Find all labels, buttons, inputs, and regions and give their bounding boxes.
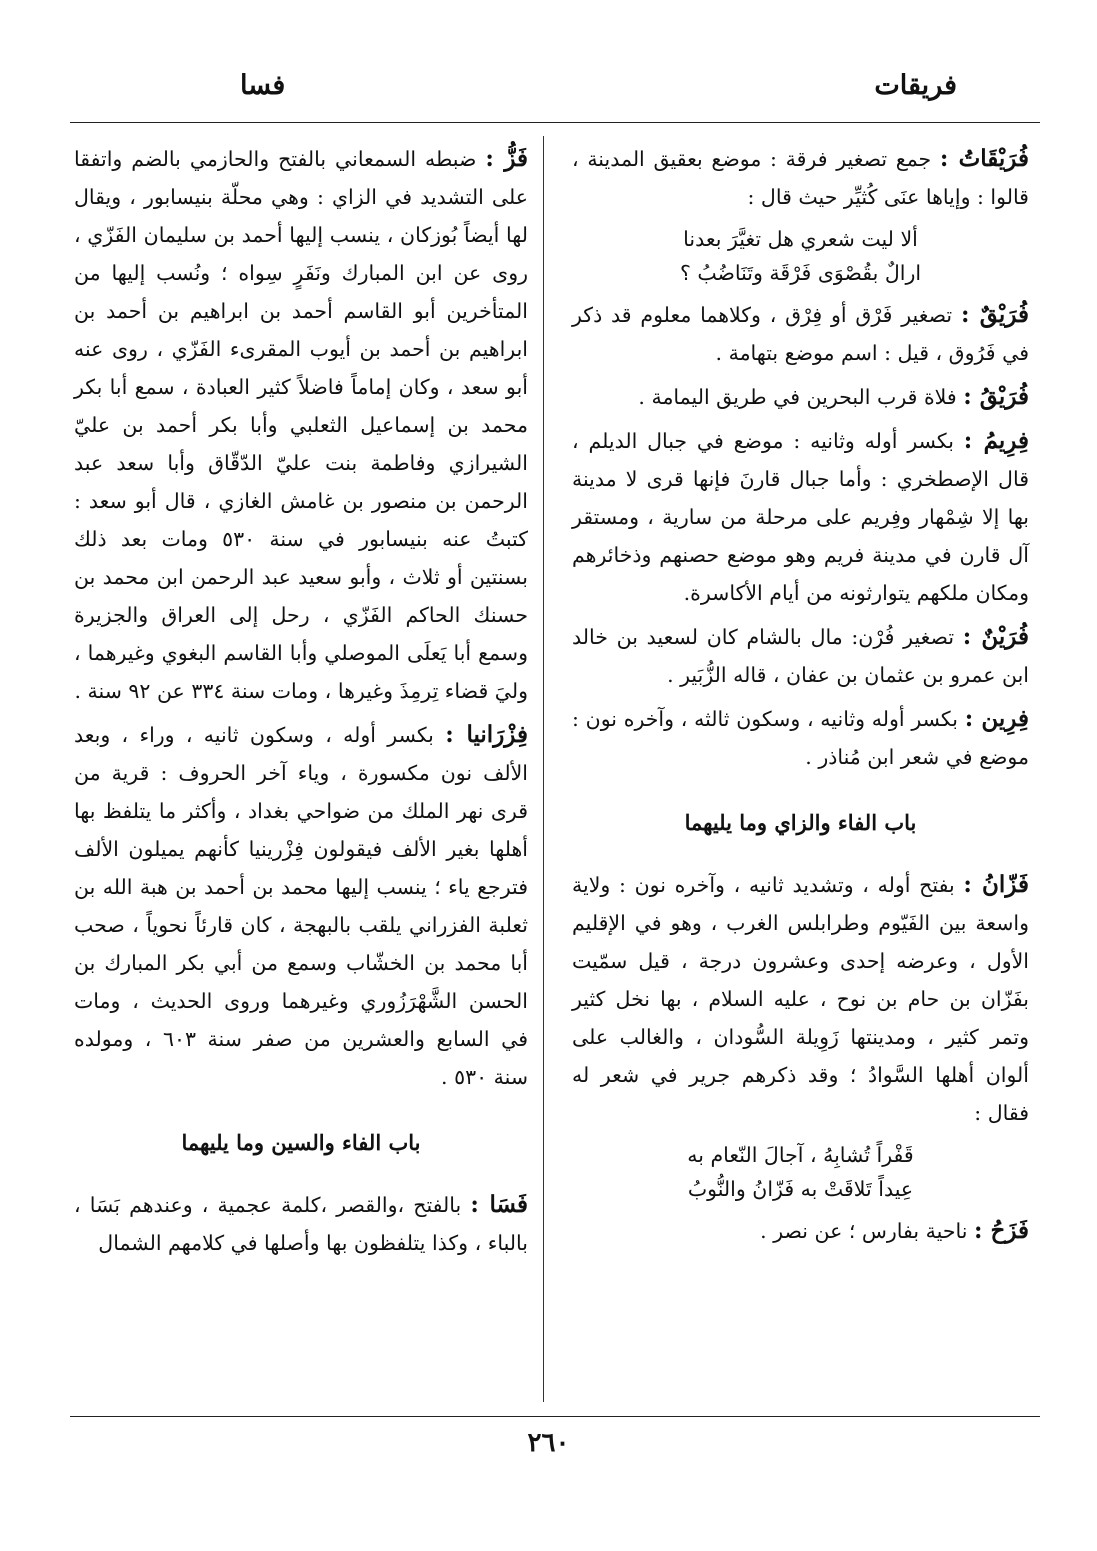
poem-verse [572, 1138, 1029, 1206]
entry-headword: فُرَيْنٌ : [962, 623, 1029, 650]
poem-verse [572, 222, 1029, 290]
verse-line: قَفْراً تُشابِهُ ، آجالَ النّعام به [687, 1143, 914, 1167]
entry-headword: فَزَحُ : [973, 1217, 1029, 1244]
page-number: ٢٦٠ [527, 1428, 570, 1458]
section-heading: باب الفاء والزاي وما يليهما [684, 810, 917, 835]
dictionary-entry [74, 716, 528, 1096]
dictionary-entry [572, 618, 1029, 694]
entry-text: بالفتح ،والقصر ،كلمة عجمية ، وعندهم بَسَا ، بالباء ، وكذا يتلفظون بها وأصلها في كلامهم الشمال [74, 1193, 528, 1255]
running-header-right: فريقات [874, 70, 957, 101]
entry-headword: فِزْرَانيا : [445, 721, 528, 748]
entry-headword: فُرَيْقُ : [963, 383, 1029, 410]
entry-text: بكسر أوله وثانيه : موضع في جبال الديلم ، قال الإصطخري : وأما جبال قارنَ فإنها قرى لا مدينة بها إلا شِمْهار وفِريم على مرحلة من سارية ، ومستقر آل قارن في مدينة فريم وهو موضع حصنهم وذخائرهم ومكان ملكهم يتوارثونه من أيام الأكاسرة. [572, 429, 1029, 605]
entry-text: ناحية بفارس ؛ عن نصر . [760, 1219, 974, 1243]
entry-text: بكسر أوله ، وسكون ثانيه ، وراء ، وبعد الألف نون مكسورة ، وياء آخر الحروف : قرية من قرى نهر الملك من ضواحي بغداد ، وأكثر ما يتلفظ بها أهلها بغير الألف فيقولون فِزْرينيا كأنهم يميلون الألف فترجع ياء ؛ ينسب إليها محمد بن أحمد بن هبة الله بن ثعلبة الفزراني يلقب بالبهجة ، كان قارئاً نحوياً ، صحب أبا محمد بن الخشّاب وسمع من أبي بكر المبارك بن الحسن الشَّهْرَزُوري وغيرهما وروى الحديث ، ومات في السابع والعشرين من صفر سنة ٦٠٣ ، ومولده سنة ٥٣٠ . [74, 723, 528, 1089]
dictionary-entry [572, 866, 1029, 1132]
dictionary-entry [74, 140, 528, 710]
entry-headword: فَزُّ : [485, 145, 529, 172]
right-column [572, 140, 1029, 1256]
top-rule [70, 122, 1040, 123]
entry-text: جمع تصغير فرقة : موضع بعقيق المدينة ، قالوا : وإياها عنَى كُثيِّر حيث قال : [572, 147, 1029, 209]
entry-headword: فَسَا : [470, 1191, 528, 1218]
dictionary-entry [74, 1186, 528, 1262]
running-header-left: فسا [240, 70, 286, 101]
left-column [74, 140, 528, 1268]
dictionary-entry [572, 378, 1029, 416]
verse-line: ألا ليت شعري هل تغيَّرَ بعدنا [683, 227, 918, 251]
column-divider [543, 136, 544, 1402]
entry-headword: فِرِيمُ : [963, 427, 1029, 454]
entry-text: تصغير فَرْق أو فِرْق ، وكلاهما معلوم قد ذكر في فَرُوق ، قيل : اسم موضع بتهامة . [572, 303, 1029, 365]
dictionary-entry [572, 700, 1029, 776]
entry-headword: فِرِين : [964, 705, 1029, 732]
dictionary-entry [572, 422, 1029, 612]
entry-text: ضبطه السمعاني بالفتح والحازمي بالضم واتفقا على التشديد في الزاي : وهي محلّة بنيسابور ، ويقال لها أيضاً بُوزكان ، ينسب إليها أحمد بن سليمان الفَزّي ، روى عن ابن المبارك ونَفَرٍ سِواه ؛ ونُسب إليها من المتأخرين أبو القاسم أحمد بن ابراهيم بن أحمد بن ابراهيم بن أحمد بن أيوب المقرىء الفَزّي ، روى عنه أبو سعد ، وكان إماماً فاضلاً كثير العبادة ، سمع أبا بكر محمد بن إسماعيل الثعلبي وأبا بكر أحمد بن عليّ الشيرازي وفاطمة بنت عليّ الدّقّاق وأبا سعد عبد الرحمن بن منصور بن غامش الغازي ، قال أبو سعد : كتبتُ عنه بنيسابور في سنة ٥٣٠ ومات بعد ذلك بسنتين أو ثلاث ، وأبو سعيد عبد الرحمن ابن محمد بن حسنك الحاكم الفَزّي ، رحل إلى العراق والجزيرة وسمع أبا يَعلَى الموصلي وأبا القاسم البغوي وغيرهما ، وليَ قضاء تِرمِذَ وغيرها ، ومات سنة ٣٣٤ عن ٩٢ سنة . [74, 147, 528, 703]
entry-headword: فُرَيْقٌ : [960, 301, 1029, 328]
dictionary-entry [572, 140, 1029, 216]
entry-headword: فُرَيْقَاتُ : [939, 145, 1029, 172]
entry-headword: فَزّانُ : [963, 871, 1030, 898]
bottom-rule [70, 1416, 1040, 1417]
entry-text: بفتح أوله ، وتشديد ثانيه ، وآخره نون : ولاية واسعة بين الفَيّوم وطرابلس الغرب ، وهو في الإقليم الأول ، وعرضه إحدى وعشرون درجة ، قيل سمّيت بفَزّان بن حام بن نوح ، عليه السلام ، بها نخل كثير وتمر كثير ، ومدينتها زَوِيلة السُّودان ، والغالب على ألوان أهلها السَّوادُ ؛ وقد ذكرهم جرير في شعر له فقال : [572, 873, 1029, 1125]
dictionary-entry [572, 1212, 1029, 1250]
verse-line: عِيداً تَلاقَتْ به فَزّانُ والنُّوبُ [687, 1177, 914, 1201]
entry-text: فلاة قرب البحرين في طريق اليمامة . [638, 385, 964, 409]
section-heading: باب الفاء والسين وما يليهما [181, 1130, 421, 1155]
verse-line: ارالٌ بقُصْوَى فَرْقَة وتَنَاضُبُ ؟ [679, 261, 922, 285]
entry-text: بكسر أوله وثانيه ، وسكون ثالثه ، وآخره نون : موضع في شعر ابن مُناذر . [572, 707, 1029, 769]
dictionary-entry [572, 296, 1029, 372]
entry-text: تصغير فُرْن: مال بالشام كان لسعيد بن خالد ابن عمرو بن عثمان بن عفان ، قاله الزُّبَير . [572, 625, 1029, 687]
